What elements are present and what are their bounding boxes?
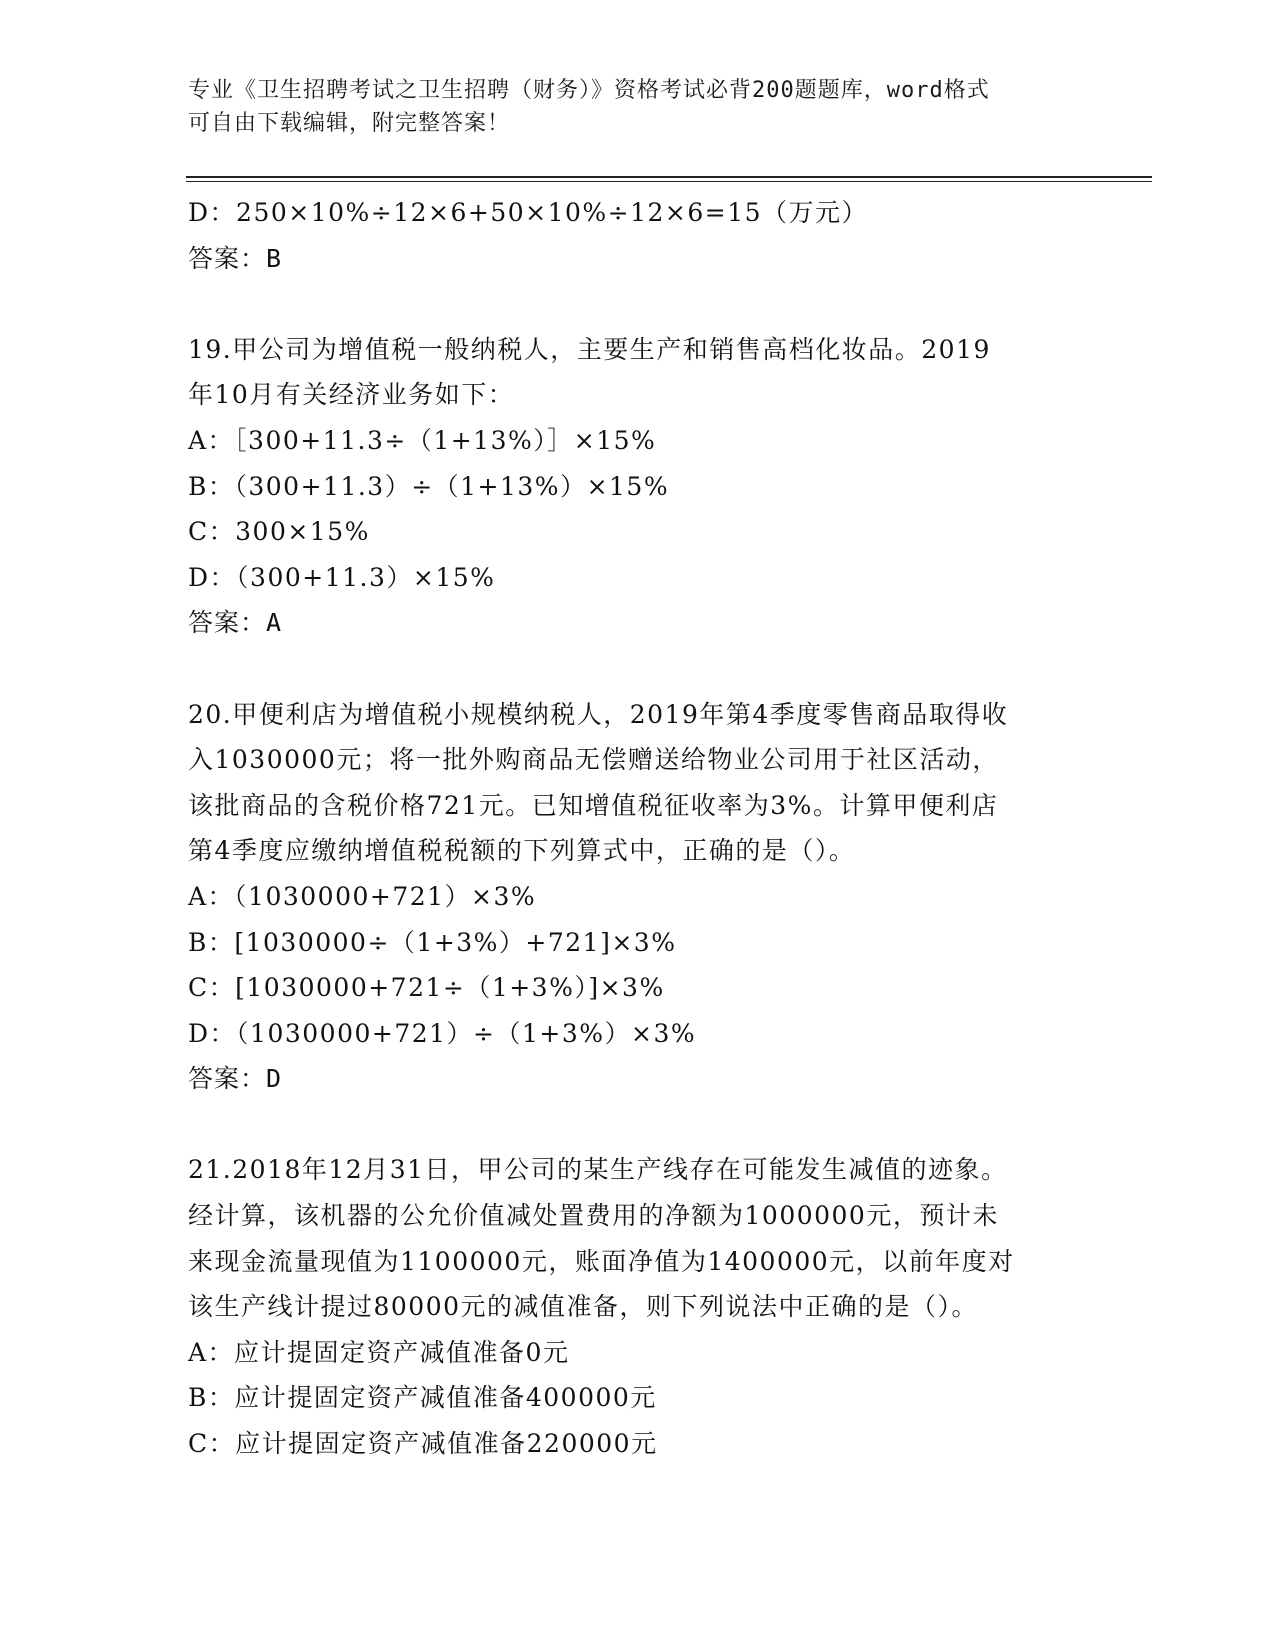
q20-option-d: D：（1030000+721）÷（1+3%）×3% [188, 1018, 697, 1048]
spacer [188, 646, 1088, 692]
q21-stem-line-3: 来现金流量现值为1100000元，账面净值为1400000元，以前年度对 [188, 1246, 1015, 1276]
question-18-tail [188, 190, 1088, 281]
q21-option-a: A：应计提固定资产减值准备0元 [188, 1337, 570, 1367]
q20-stem-line-2: 入1030000元；将一批外购商品无偿赠送给物业公司用于社区活动， [188, 745, 999, 775]
q20-stem-line-4: 第4季度应缴纳增值税税额的下列算式中，正确的是（）。 [188, 836, 856, 866]
document-header [188, 74, 1068, 140]
header-line-1: 专业《卫生招聘考试之卫生招聘（财务）》资格考试必背200题题库，word格式 [188, 78, 990, 103]
header-divider-thin [186, 181, 1152, 182]
q20-option-a: A：（1030000+721）×3% [188, 881, 537, 911]
q21-option-b: B：应计提固定资产减值准备400000元 [188, 1383, 657, 1413]
q19-answer: 答案：A [188, 608, 283, 638]
header-line-2: 可自由下载编辑，附完整答案！ [188, 111, 511, 136]
q19-stem-line-2: 年10月有关经济业务如下： [188, 380, 515, 410]
header-divider-thick [186, 176, 1152, 178]
document-body [188, 190, 1088, 1467]
q20-option-b: B：[1030000÷（1+3%）+721]×3% [188, 927, 677, 957]
question-19 [188, 327, 1088, 646]
question-20 [188, 692, 1088, 1102]
q20-answer: 答案：D [188, 1064, 283, 1094]
q21-stem-line-1: 21.2018年12月31日，甲公司的某生产线存在可能发生减值的迹象。 [188, 1155, 1008, 1185]
q21-stem-line-2: 经计算，该机器的公允价值减处置费用的净额为1000000元，预计未 [188, 1201, 999, 1231]
q19-option-d: D：（300+11.3）×15% [188, 562, 496, 592]
q21-option-c: C：应计提固定资产减值准备220000元 [188, 1429, 658, 1459]
q21-stem-line-4: 该生产线计提过80000元的减值准备，则下列说法中正确的是（）。 [188, 1292, 979, 1322]
q19-option-a: A：［300+11.3÷（1+13%）］×15% [188, 425, 657, 455]
q20-stem-line-1: 20.甲便利店为增值税小规模纳税人，2019年第4季度零售商品取得收 [188, 699, 1009, 729]
q18-answer: 答案：B [188, 243, 283, 273]
q19-option-b: B：（300+11.3）÷（1+13%）×15% [188, 471, 670, 501]
question-21 [188, 1147, 1088, 1466]
q20-stem-line-3: 该批商品的含税价格721元。已知增值税征收率为3%。计算甲便利店 [188, 790, 999, 820]
spacer [188, 1102, 1088, 1148]
q19-stem-line-1: 19.甲公司为增值税一般纳税人，主要生产和销售高档化妆品。2019 [188, 334, 991, 364]
q19-option-c: C：300×15% [188, 517, 370, 547]
spacer [188, 281, 1088, 327]
q20-option-c: C：[1030000+721÷（1+3%）]×3% [188, 973, 665, 1003]
q18-option-d: D：250×10%÷12×6+50×10%÷12×6=15（万元） [188, 198, 869, 227]
